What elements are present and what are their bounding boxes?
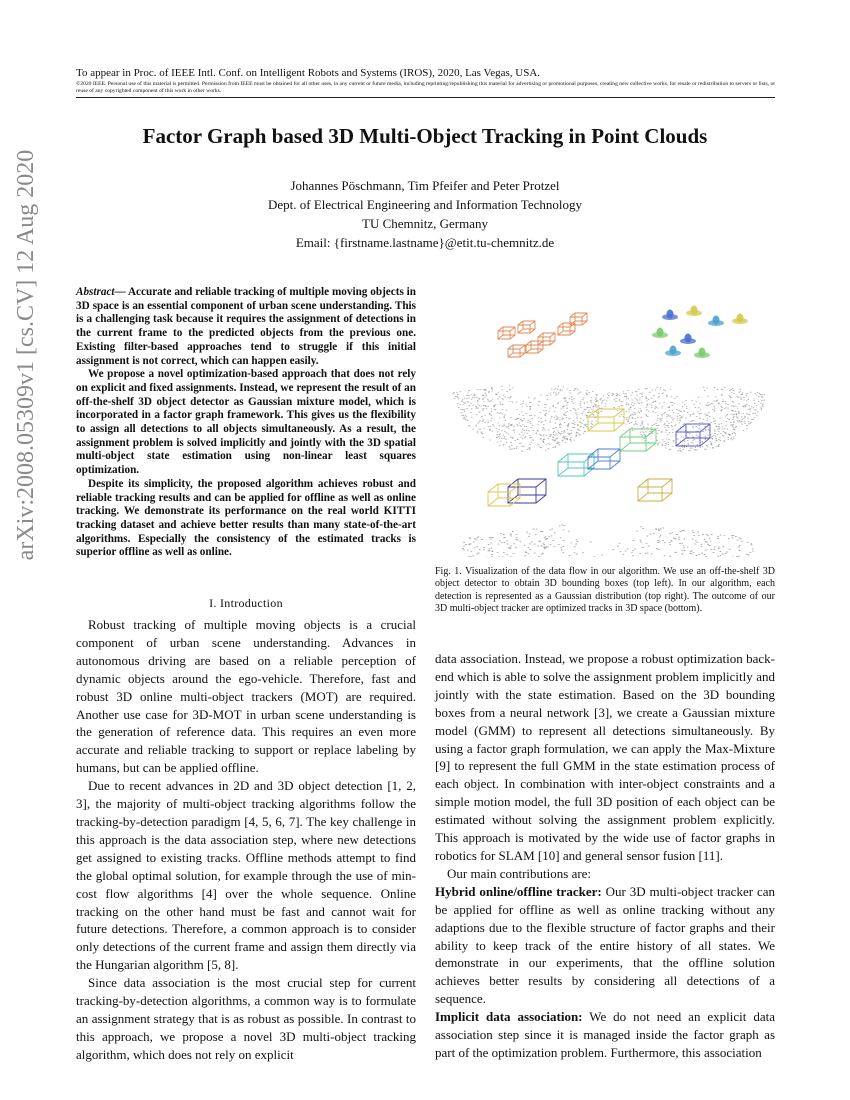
contribution-2-label: Implicit data association: [435, 1009, 583, 1025]
author-email: Email: {firstname.lastname}@etit.tu-chemnitz.de [295, 235, 555, 250]
abstract-p3: Despite its simplicity, the proposed algorithm achieves robust and reliable tracking results and can be applied for offline as well as online tracking. We demonstrate its performance on the real world KITTI tracking dataset and achieve better results than many state-of-the-art algorithms. Especially the consistency of the estimated tracks is superior offline as well as online. [76, 477, 416, 559]
panel-detections [452, 313, 609, 451]
header-rule [76, 97, 775, 98]
gaussian-peak [657, 328, 664, 337]
bounding-box [526, 341, 543, 353]
gaussian-peak [670, 346, 677, 355]
right-p2: Our main contributions are: [447, 865, 592, 881]
header-copyright: ©2020 IEEE. Personal use of this material is permitted. Permission from IEEE must be obtained for all other uses, in any current or future media, including reprinting/republishing this material for advertising or promotional purposes, creating new collective works, for resale or redistribution to servers or lists, or reuse of any copyrighted component of this work in other works. [76, 81, 776, 94]
abstract [76, 286, 416, 560]
bounding-box [588, 449, 620, 469]
contribution-1-label: Hybrid online/offline tracker: [435, 883, 602, 899]
authors-block [0, 176, 850, 252]
intro-p1: Robust tracking of multiple moving objects is a crucial component of urban scene understanding. Advances in autonomous driving are based on a reliable perception of dynamic objects around the ego-vehicle. Therefore, fast and robust 3D online multi-object trackers (MOT) are required. Another use case for 3D-MOT in urban scene understanding is the generation of reference data. This requires an even more accurate and reliable tracking to support or replace labeling by humans, but can be applied offline. [76, 617, 416, 776]
gaussian-peak [737, 314, 744, 323]
contribution-1-text: Our 3D multi-object tracker can be applied for offline as well as online tracking without any adaptions due to the flexible structure of factor graphs and their ability to keep track of the entire history of all states. We demonstrate in our experiments, that the offline solution achieves better results by considering all detections of a sequence. [435, 883, 775, 1007]
abstract-p2: We propose a novel optimization-based approach that does not rely on explicit and fixed assignments. Instead, we represent the result of an off-the-shelf 3D object detector as Gaussian mixture model, which is incorporated in a factor graph framework. This gives us the flexibility to assign all detections to all objects simultaneously. As a result, the assignment problem is solved implicitly and jointly with the 3D spatial multi-object state estimation using non-linear least squares optimization. [76, 368, 416, 477]
bounding-box [638, 479, 672, 501]
bounding-box [620, 429, 656, 451]
right-column-body [435, 650, 775, 1062]
gaussian-peak [691, 306, 698, 315]
panel-tracks [462, 409, 753, 557]
bounding-box [518, 321, 535, 333]
abstract-p1: — Accurate and reliable tracking of multiple moving objects in 3D space is an essential component of urban scene understanding. This is a challenging task because it requires the assignment of detections in the current frame to the predicted objects from the previous one. Existing filter-based approaches tend to struggle if this initial assignment is not correct, which can happen easily. [76, 286, 416, 367]
point-cloud [452, 385, 609, 451]
figure-point-clouds [448, 287, 768, 557]
panel-gaussians [612, 306, 765, 452]
contribution-2-text: We do not need an explicit data association step since it is managed inside the factor graph as part of the optimization problem. Furthermore, this association [435, 1009, 775, 1060]
gaussian-peak [699, 348, 706, 357]
right-p1: data association. Instead, we propose a robust optimization back-end which is able to solve the assignment problem implicitly and jointly with the state estimation. Based on the 3D bounding boxes from a neural network [3], we create a Gaussian mixture model (GMM) to represent all detections simultaneously. By using a factor graph formulation, we can apply the Max-Mixture [9] to represent the full GMM in the state estimation process of each object. In combination with inter-object constraints and a simple motion model, the full 3D position of each object can be estimated without solving the assignment problem explicitly. This approach is motivated by the wide use of factor graphs in robotics for SLAM [10] and general sensor fusion [11]. [435, 651, 775, 863]
gaussian-peak [713, 316, 720, 325]
author-dept: Dept. of Electrical Engineering and Information Technology [268, 197, 582, 212]
author-names: Johannes Pöschmann, Tim Pfeifer and Peter Protzel [290, 178, 560, 193]
paper-title: Factor Graph based 3D Multi-Object Tracking in Point Clouds [142, 124, 708, 148]
point-cloud [462, 525, 753, 557]
arxiv-stamp: arXiv:2008.05309v1 [cs.CV] 12 Aug 2020 [13, 149, 39, 561]
bounding-box [508, 345, 525, 357]
intro-p3: Since data association is the most crucial step for current tracking-by-detection algorithms, a common way is to formulate an assignment strategy that is as robust as possible. In contrast to this approach, we propose a novel 3D multi-object tracking algorithm, which does not rely on explicit [76, 975, 416, 1062]
bounding-box [498, 327, 515, 339]
bounding-box [588, 409, 624, 431]
intro-p2: Due to recent advances in 2D and 3D object detection [1, 2, 3], the majority of multi-object tracking algorithms follow the tracking-by-detection paradigm [4, 5, 6, 7]. The key challenge in this approach is the data association step, where new detections get assigned to existing tracks. Offline methods attempt to find the global optimal solution, for example through the use of min-cost flow algorithms [4] over the whole sequence. Online tracking on the other hand must be fast and cannot wait for future detections. Therefore, a common approach is to consider only detections of the current frame and assign them directly via the Hungarian algorithm [5, 8]. [76, 778, 416, 973]
intro-body [76, 616, 416, 1064]
point-cloud [612, 387, 765, 451]
abstract-label: Abstract [76, 286, 115, 298]
bounding-box [570, 313, 587, 325]
gaussian-peak [685, 334, 692, 343]
author-university: TU Chemnitz, Germany [362, 216, 488, 231]
header-venue: To appear in Proc. of IEEE Intl. Conf. on Intelligent Robots and Systems (IROS), 2020, Las Vegas, USA. [76, 67, 541, 79]
intro-heading: I. Introduction [209, 596, 283, 610]
figure-caption: Fig. 1. Visualization of the data flow in our algorithm. We use an off-the-shelf 3D object detector to obtain 3D bounding boxes (top left). In our algorithm, each detection is represented as a Gaussian distribution (top right). The outcome of our 3D multi-object tracker are optimized tracks in 3D space (bottom). [435, 566, 775, 614]
bounding-box [508, 479, 546, 503]
gaussian-peak [667, 310, 674, 319]
